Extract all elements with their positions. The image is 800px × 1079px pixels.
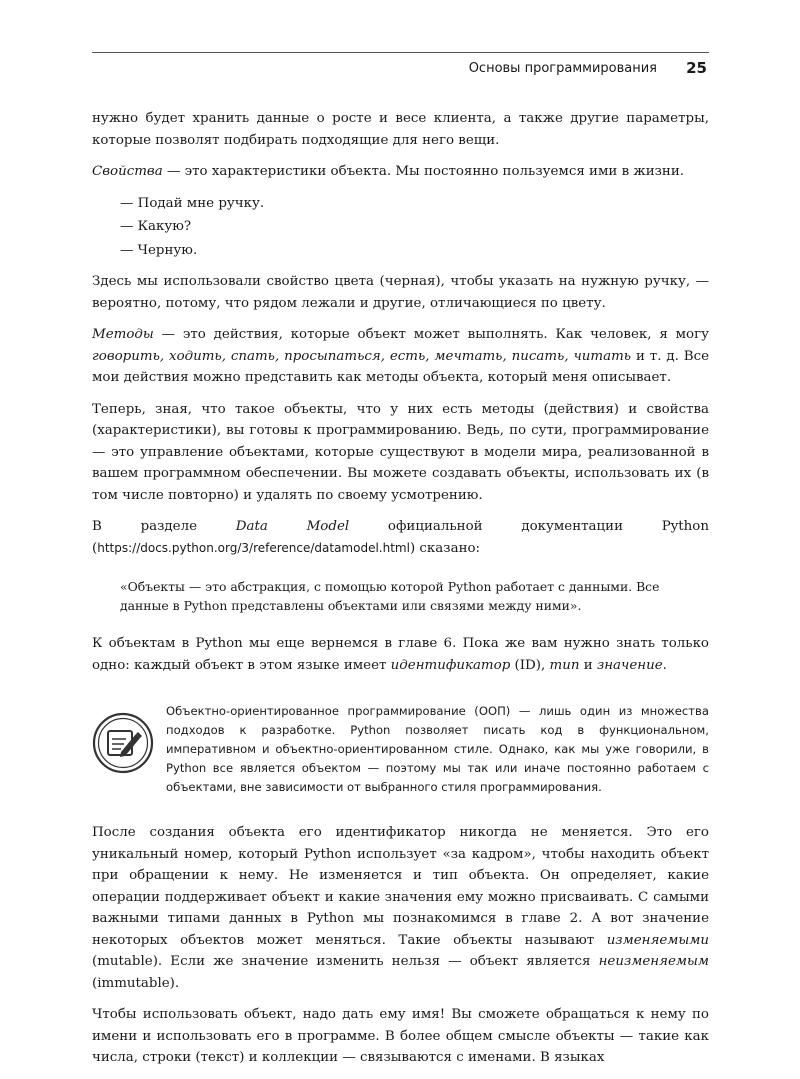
methods-verbs: говорить, ходить, спать, просыпаться, есть, мечтать, писать, читать bbox=[92, 348, 632, 364]
identity-text-b: (ID), bbox=[510, 657, 550, 673]
paragraph-identity bbox=[92, 633, 709, 676]
identity-text-a: К объектам в Python мы еще вернемся в главе 6. Пока же вам нужно знать только одно: каждый объект в этом языке имеет bbox=[92, 636, 709, 673]
paragraph-naming: Чтобы использовать объект, надо дать ему имя! Вы сможете обращаться к нему по имени и использовать его в программе. В более общем смысле объекты — такие как числа, строки (текст) и коллекции — связываются с именами. В языках bbox=[92, 1007, 709, 1065]
mutability-text-a: После создания объекта его идентификатор никогда не меняется. Это его уникальный номер, который Python использует «за кадром», чтобы находить объект при обращении к нему. Не изменяется и тип объекта. Он определяет, какие операции поддерживает объект и какие значения ему можно присваивать. С самыми важными типами данных в Python мы познакомимся в главе 2. А вот значение некоторых объектов может меняться. Такие объекты называют bbox=[92, 825, 709, 948]
dialog-line-3: — Черную. bbox=[120, 242, 198, 258]
paragraph-properties bbox=[92, 161, 709, 183]
identity-text-c: и bbox=[579, 657, 597, 673]
term-type: тип bbox=[549, 657, 580, 673]
methods-text-a: — это действия, которые объект может выполнять. Как человек, я могу bbox=[153, 327, 709, 342]
term-identifier: идентификатор bbox=[390, 657, 511, 673]
note-box bbox=[92, 700, 709, 800]
dialog-line-1: — Подай мне ручку. bbox=[120, 195, 265, 211]
dialog-line-2: — Какую? bbox=[120, 219, 192, 234]
data-model-text-b: официальной документации Python ( bbox=[92, 519, 709, 556]
paragraph-properties-text: — это характеристики объекта. Мы постоянно пользуемся ими в жизни. bbox=[162, 164, 685, 179]
data-model-text-c: ) сказано: bbox=[409, 540, 481, 556]
mutability-text-b: (mutable). Если же значение изменить нельзя — объект является bbox=[92, 954, 599, 969]
term-data-model: Data Model bbox=[235, 519, 350, 534]
term-properties: Свойства bbox=[92, 164, 163, 179]
page-number: 25 bbox=[686, 59, 707, 77]
term-mutable: изменяемыми bbox=[606, 932, 709, 948]
docs-url: https://docs.python.org/3/reference/datamodel.html bbox=[97, 540, 410, 555]
paragraph-color: Здесь мы использовали свойство цвета (черная), чтобы указать на нужную ручку, — вероятно, потому, что рядом лежали и другие, отличающиеся по цвету. bbox=[92, 274, 709, 311]
section-title: Основы программирования bbox=[468, 61, 657, 76]
paragraph-programming: Теперь, зная, что такое объекты, что у них есть методы (действия) и свойства (характеристики), вы готовы к программированию. Ведь, по сути, программирование — это управление объектами, которые существуют в модели мира, реализованной в вашем программном обеспечении. Вы можете создавать объекты, использовать их (в том числе повторно) и удалять по своему усмотрению. bbox=[92, 401, 709, 503]
paragraph-mutability bbox=[92, 822, 709, 994]
note-text: Объектно-ориентированное программирование (ООП) — лишь один из множества подходов к разработке. Python позволяет писать код в функциональном, императивном и объектно-ориентированном стиле. Однако, как мы уже говорили, в Python все является объектом — поэтому мы так или иначе постоянно работаем с объектами, вне зависимости от выбранного стиля программирования. bbox=[166, 704, 709, 794]
paragraph-1: нужно будет хранить данные о росте и весе клиента, а также другие параметры, которые позволят подбирать подходящие для него вещи. bbox=[92, 111, 709, 148]
term-value: значение bbox=[596, 657, 663, 673]
running-header bbox=[92, 52, 709, 77]
page-body bbox=[92, 108, 709, 1079]
pencil-note-icon bbox=[92, 712, 154, 774]
mutability-text-c: (immutable). bbox=[92, 975, 180, 991]
paragraph-methods bbox=[92, 324, 709, 389]
term-immutable: неизменяемым bbox=[598, 954, 709, 969]
identity-text-d: . bbox=[662, 657, 667, 673]
term-methods: Методы bbox=[92, 327, 154, 342]
data-model-text-a: В разделе bbox=[92, 519, 236, 534]
paragraph-data-model bbox=[92, 516, 709, 559]
methods-text-b: и т. д. Все мои действия можно представить как методы объекта, который меня описывает. bbox=[92, 348, 709, 385]
quote-block: «Объекты — это абстракция, с помощью которой Python работает с данными. Все данные в Python представлены объектами или связями между ними». bbox=[120, 579, 660, 613]
